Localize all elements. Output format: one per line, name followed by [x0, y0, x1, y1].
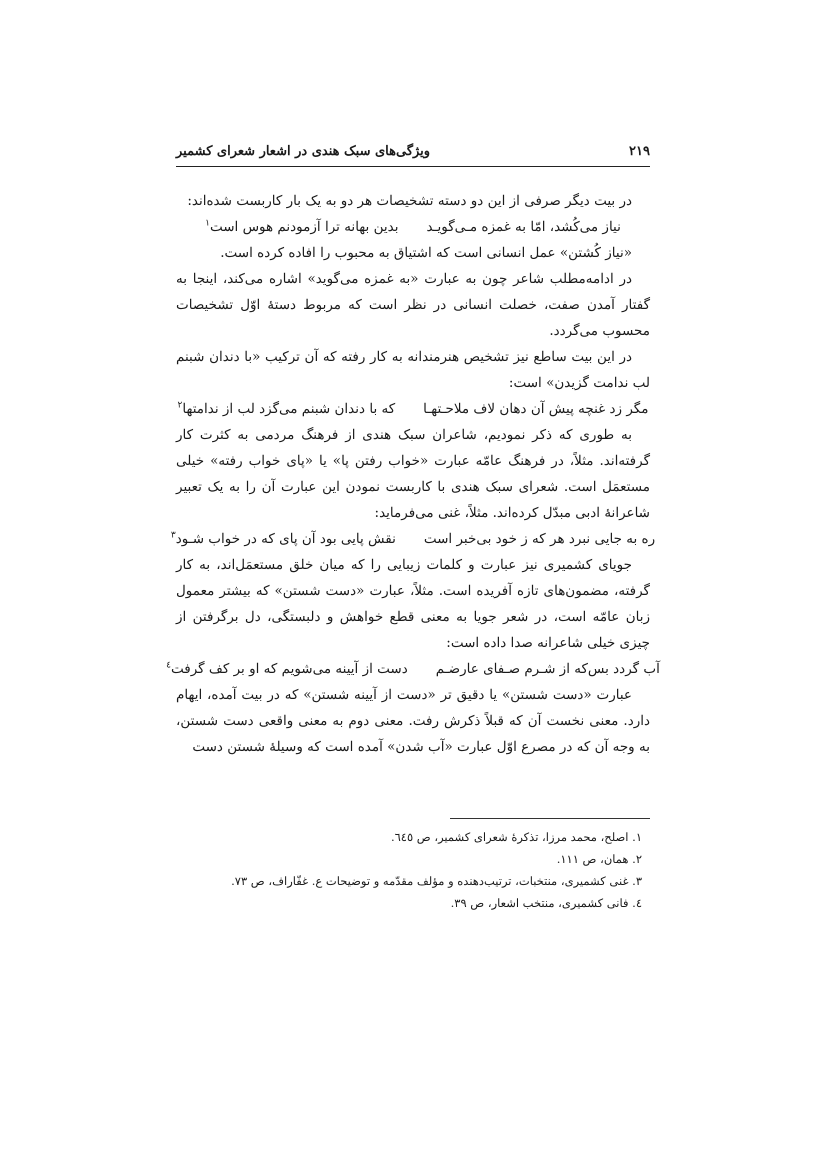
verse-1-hemistich-2-text: بدین بهانه ترا آزمودنم هوس است	[209, 219, 399, 235]
running-header	[176, 140, 650, 167]
paragraph-1: در بیت دیگر صرفی از این دو دسته تشخیصات هر دو به یک بار کاربست شده‌اند:	[187, 193, 632, 209]
footnote-3: ۳. غنی کشمیری، منتخبات، ترتیب‌دهنده و مؤلف مقدّمه و توضیحات ع. غفّاراف، ص ۷۳.	[231, 874, 642, 888]
footnote-ref-1[interactable]: ۱	[205, 218, 210, 229]
verse-3-hemistich-2	[171, 526, 396, 552]
paragraph-5: به طوری که ذکر نمودیم، شاعران سبک هندی از فرهنگ مردمی به کثرت کار گرفته‌اند. مثلاً، در فرهنگ عامّه عبارت «خواب رفتن پا» یا «پای خواب رفته» خیلی مستعمَل است. شعرای سبک هندی با کاربست نمودن این عبارت آن را به یک تعبیر شاعرانهٔ ادبی مبدّل کرده‌اند. مثلاً، غنی می‌فرماید:	[176, 427, 650, 521]
paragraph-3: در ادامه‌مطلب شاعر چون به عبارت «به غمزه می‌گوید» اشاره می‌کند، اینجا به گفتار آمدن صفت، خصلت انسانی در نظر است که مربوط دستهٔ اوّل تشخیصات محسوب می‌گردد.	[176, 271, 650, 339]
running-title: ویژگی‌های سبک هندی در اشعار شعرای کشمیر	[176, 144, 431, 159]
verse-4-hemistich-2	[166, 656, 408, 682]
footnote-ref-3[interactable]: ۳	[170, 530, 176, 541]
verse-3-hemistich-1: ره به جایی نبرد هر که ز خود بی‌خبر است	[423, 531, 656, 547]
verse-4-hemistich-1: آب گردد بس‌که از شـرم صـفای عارضـم	[435, 661, 660, 677]
verse-2-hemistich-2	[178, 396, 396, 422]
verse-1-hemistich-1: نیاز می‌کُشد، امّا به غمزه مـی‌گویـد	[426, 219, 621, 235]
paragraph-7: عبارت «دست شستن» یا دقیق تر «دست از آیینه شستن» که در بیت آمده، ایهام دارد. معنی نخست آن که قبلاً ذکرش رفت. معنی دوم به معنی واقعی دست شستن، به وجه آن که در مصرع اوّل عبارت «آب شدن» آمده است که وسیلهٔ شستن دست	[176, 687, 650, 755]
verse-2-hemistich-2-text: که با دندان شبنم می‌گزد لب از ندامتها	[182, 401, 396, 417]
footnote-ref-4[interactable]: ٤	[166, 660, 171, 671]
verse-1	[176, 214, 650, 240]
footnote-2: ۲. همان، ص ۱۱۱.	[556, 852, 642, 866]
footnotes	[176, 826, 650, 914]
paragraph-4: در این بیت ساطع نیز تشخیص هنرمندانه به کار رفته که آن ترکیب «با دندان شبنم لب ندامت گزیدن» است:	[176, 349, 650, 391]
verse-3	[170, 526, 656, 552]
footnote-ref-2[interactable]: ۲	[177, 400, 183, 411]
footnote-1: ۱. اصلح، محمد مرزا، تذکرهٔ شعرای کشمیر، ص ٦٤٥.	[390, 830, 642, 844]
verse-4-hemistich-2-text: دست از آیینه می‌شویم که او بر کف گرفت	[171, 661, 408, 677]
paragraph-6: جویای کشمیری نیز عبارت و کلمات زیبایی را که میان خلق مستعمَل‌اند، به کار گرفته، مضمون‌های تازه آفریده است. مثلاً، عبارت «دست شستن» که بیشتر معمول زبان عامّه است، در شعر جویا به معنی قطع خواهش و دلبستگی، دل برگرفتن از چیزی خیلی شاعرانه صدا داده است:	[176, 557, 650, 651]
main-text	[166, 188, 660, 760]
verse-3-hemistich-2-text: نقش پایی بود آن پای که در خواب شـود	[175, 531, 396, 547]
verse-1-hemistich-2	[205, 214, 398, 240]
verse-2-hemistich-1: مگر زد غنچه پیش آن دهان لاف ملاحـتهـا	[423, 401, 649, 417]
verse-2	[176, 396, 650, 422]
footnote-4: ٤. فانی کشمیری، منتخب اشعار، ص ۳۹.	[450, 896, 642, 910]
page-number: ۲۱۹	[629, 144, 650, 159]
footnote-divider	[450, 818, 650, 819]
verse-4	[166, 656, 660, 682]
paragraph-2: «نیاز کُشتن» عمل انسانی است که اشتیاق به محبوب را افاده کرده است.	[220, 245, 632, 261]
